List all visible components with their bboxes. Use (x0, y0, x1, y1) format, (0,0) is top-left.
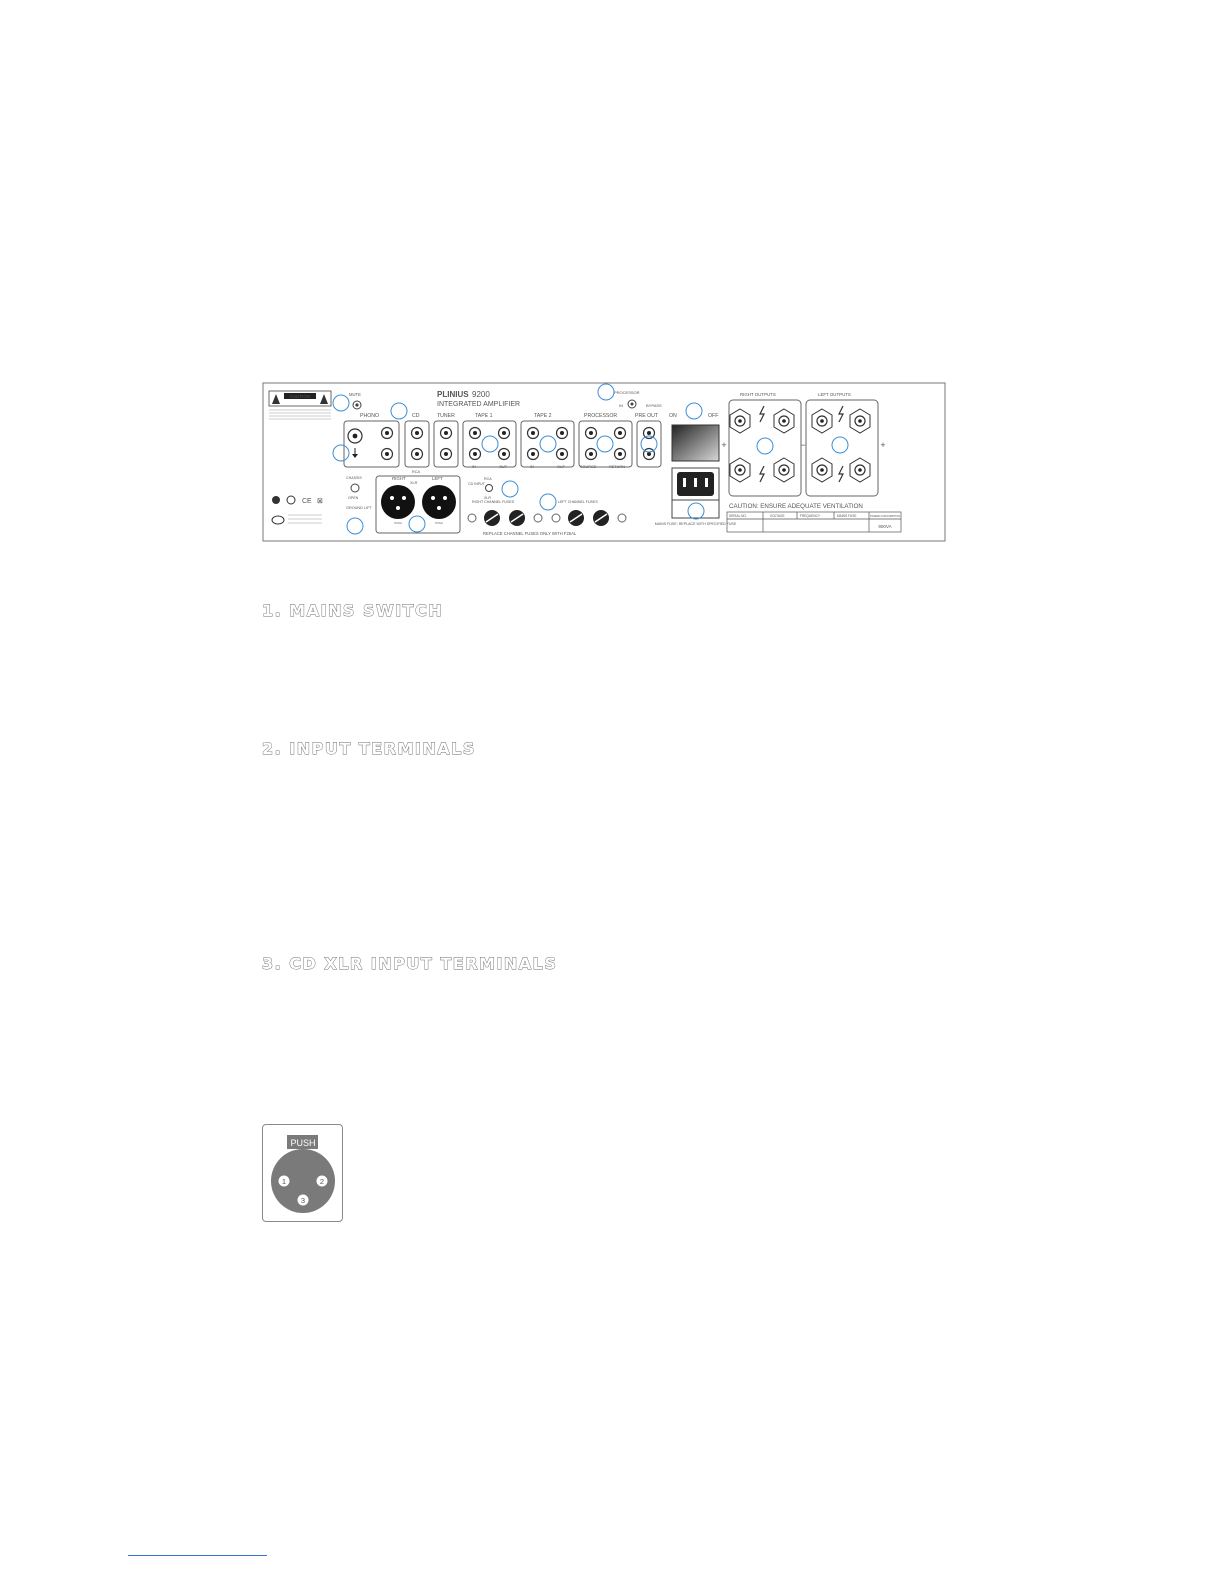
section-heading-cd-xlr-input-terminals: 3. CD XLR INPUT TERMINALS (262, 954, 558, 973)
svg-text:⊠: ⊠ (317, 498, 323, 505)
power-rating: 900VA (878, 524, 892, 529)
xlr-left-push: PUSH (435, 522, 443, 525)
on-label: ON (669, 413, 677, 419)
svg-text:3: 3 (300, 1196, 306, 1205)
model-number: 9200 (472, 390, 490, 399)
section-heading-input-terminals: 2. INPUT TERMINALS (262, 739, 476, 758)
left-fuses-label: LEFT CHANNEL FUSES (558, 500, 598, 504)
spec-header-power: POWER CONSUMPTION (870, 515, 900, 518)
svg-text:−: − (800, 440, 806, 450)
xlr-pinout-diagram (262, 1124, 343, 1222)
caution-ventilation: CAUTION: ENSURE ADEQUATE VENTILATION (729, 503, 863, 510)
input-label-tape2: TAPE 2 (534, 413, 552, 419)
spec-header-fuse: MAINS FUSE (837, 514, 857, 518)
processor-source-label: SOURCE (580, 465, 597, 469)
svg-text:1: 1 (281, 1177, 287, 1186)
xlr-pin-3 (298, 1195, 309, 1206)
input-label-processor: PROCESSOR (584, 413, 618, 419)
svg-text:2: 2 (319, 1177, 325, 1186)
input-label-tuner: TUNER (437, 413, 455, 419)
cd-input-xlr: XLR (484, 496, 491, 500)
tape1-in-label: IN (472, 465, 476, 469)
xlr-pin-1 (279, 1176, 290, 1187)
chassis-label: CHASSIS (346, 476, 362, 480)
xlr-push-label: PUSH (290, 1138, 316, 1148)
svg-text:CE: CE (302, 498, 312, 505)
subtitle: INTEGRATED AMPLIFIER (437, 401, 521, 408)
xlr-label: XLR (410, 481, 418, 485)
processor-inputs (579, 421, 632, 467)
input-label-phono: PHONO (360, 413, 380, 419)
bypass-label: BYPASS (646, 403, 662, 408)
iec-power-inlet (672, 468, 719, 518)
xlr-pin-2 (317, 1176, 328, 1187)
processor-return-label: RETURN (609, 465, 625, 469)
xlr-right-push: PUSH (394, 522, 402, 525)
mute-label: MUTE (349, 392, 361, 397)
replace-fuses-note: REPLACE CHANNEL FUSES ONLY WITH F25AL (483, 531, 577, 536)
input-label-preout: PRE OUT (635, 413, 659, 419)
tape2-inputs (521, 421, 574, 467)
processor-in-label: IN (619, 403, 623, 408)
cd-input-rca: RCA (484, 477, 492, 481)
tape2-out-label: OUT (557, 465, 566, 469)
cd-rca-inputs (405, 421, 429, 467)
xlr-left-label: LEFT (432, 476, 443, 481)
spec-header-voltage: VOLTAGE (770, 514, 785, 518)
svg-text:+: + (880, 440, 886, 450)
right-outputs-label: RIGHT OUTPUTS (740, 392, 776, 397)
section-heading-mains-switch: 1. MAINS SWITCH (262, 601, 444, 620)
phono-inputs (344, 421, 399, 467)
open-label: OPEN (348, 496, 359, 500)
off-label: OFF (708, 413, 719, 419)
brand-name: PLINIUS (437, 390, 469, 399)
cd-xlr-inputs (376, 476, 460, 533)
input-label-cd: CD (412, 413, 420, 419)
left-outputs-label: LEFT OUTPUTS (818, 392, 851, 397)
left-speaker-outputs (806, 400, 878, 496)
tape2-in-label: IN (530, 465, 534, 469)
cd-input-label: CD INPUT (468, 482, 485, 486)
right-speaker-outputs (729, 400, 801, 496)
mains-fuse-note: MAINS FUSE: REPLACE WITH SPECIFIED FUSE (654, 522, 737, 526)
rca-label: RCA (412, 470, 421, 474)
rear-panel-diagram (262, 382, 946, 542)
mains-switch (672, 425, 719, 461)
tape1-out-label: OUT (499, 465, 508, 469)
footnote-rule (128, 1555, 267, 1556)
caution-badge-text: CAUTION (289, 394, 311, 400)
svg-text:+: + (721, 440, 727, 450)
xlr-right-label: RIGHT (392, 476, 406, 481)
input-label-tape1: TAPE 1 (475, 413, 493, 419)
spec-header-serial: SERIAL NO. (729, 514, 747, 518)
tuner-inputs (434, 421, 458, 467)
tape1-inputs (463, 421, 516, 467)
spec-header-frequency: FREQUENCY (800, 514, 821, 518)
processor-switch-label: PROCESSOR (614, 390, 640, 395)
ground-lift-label: GROUND LIFT (346, 506, 372, 510)
right-fuses-label: RIGHT CHANNEL FUSES (472, 500, 515, 504)
